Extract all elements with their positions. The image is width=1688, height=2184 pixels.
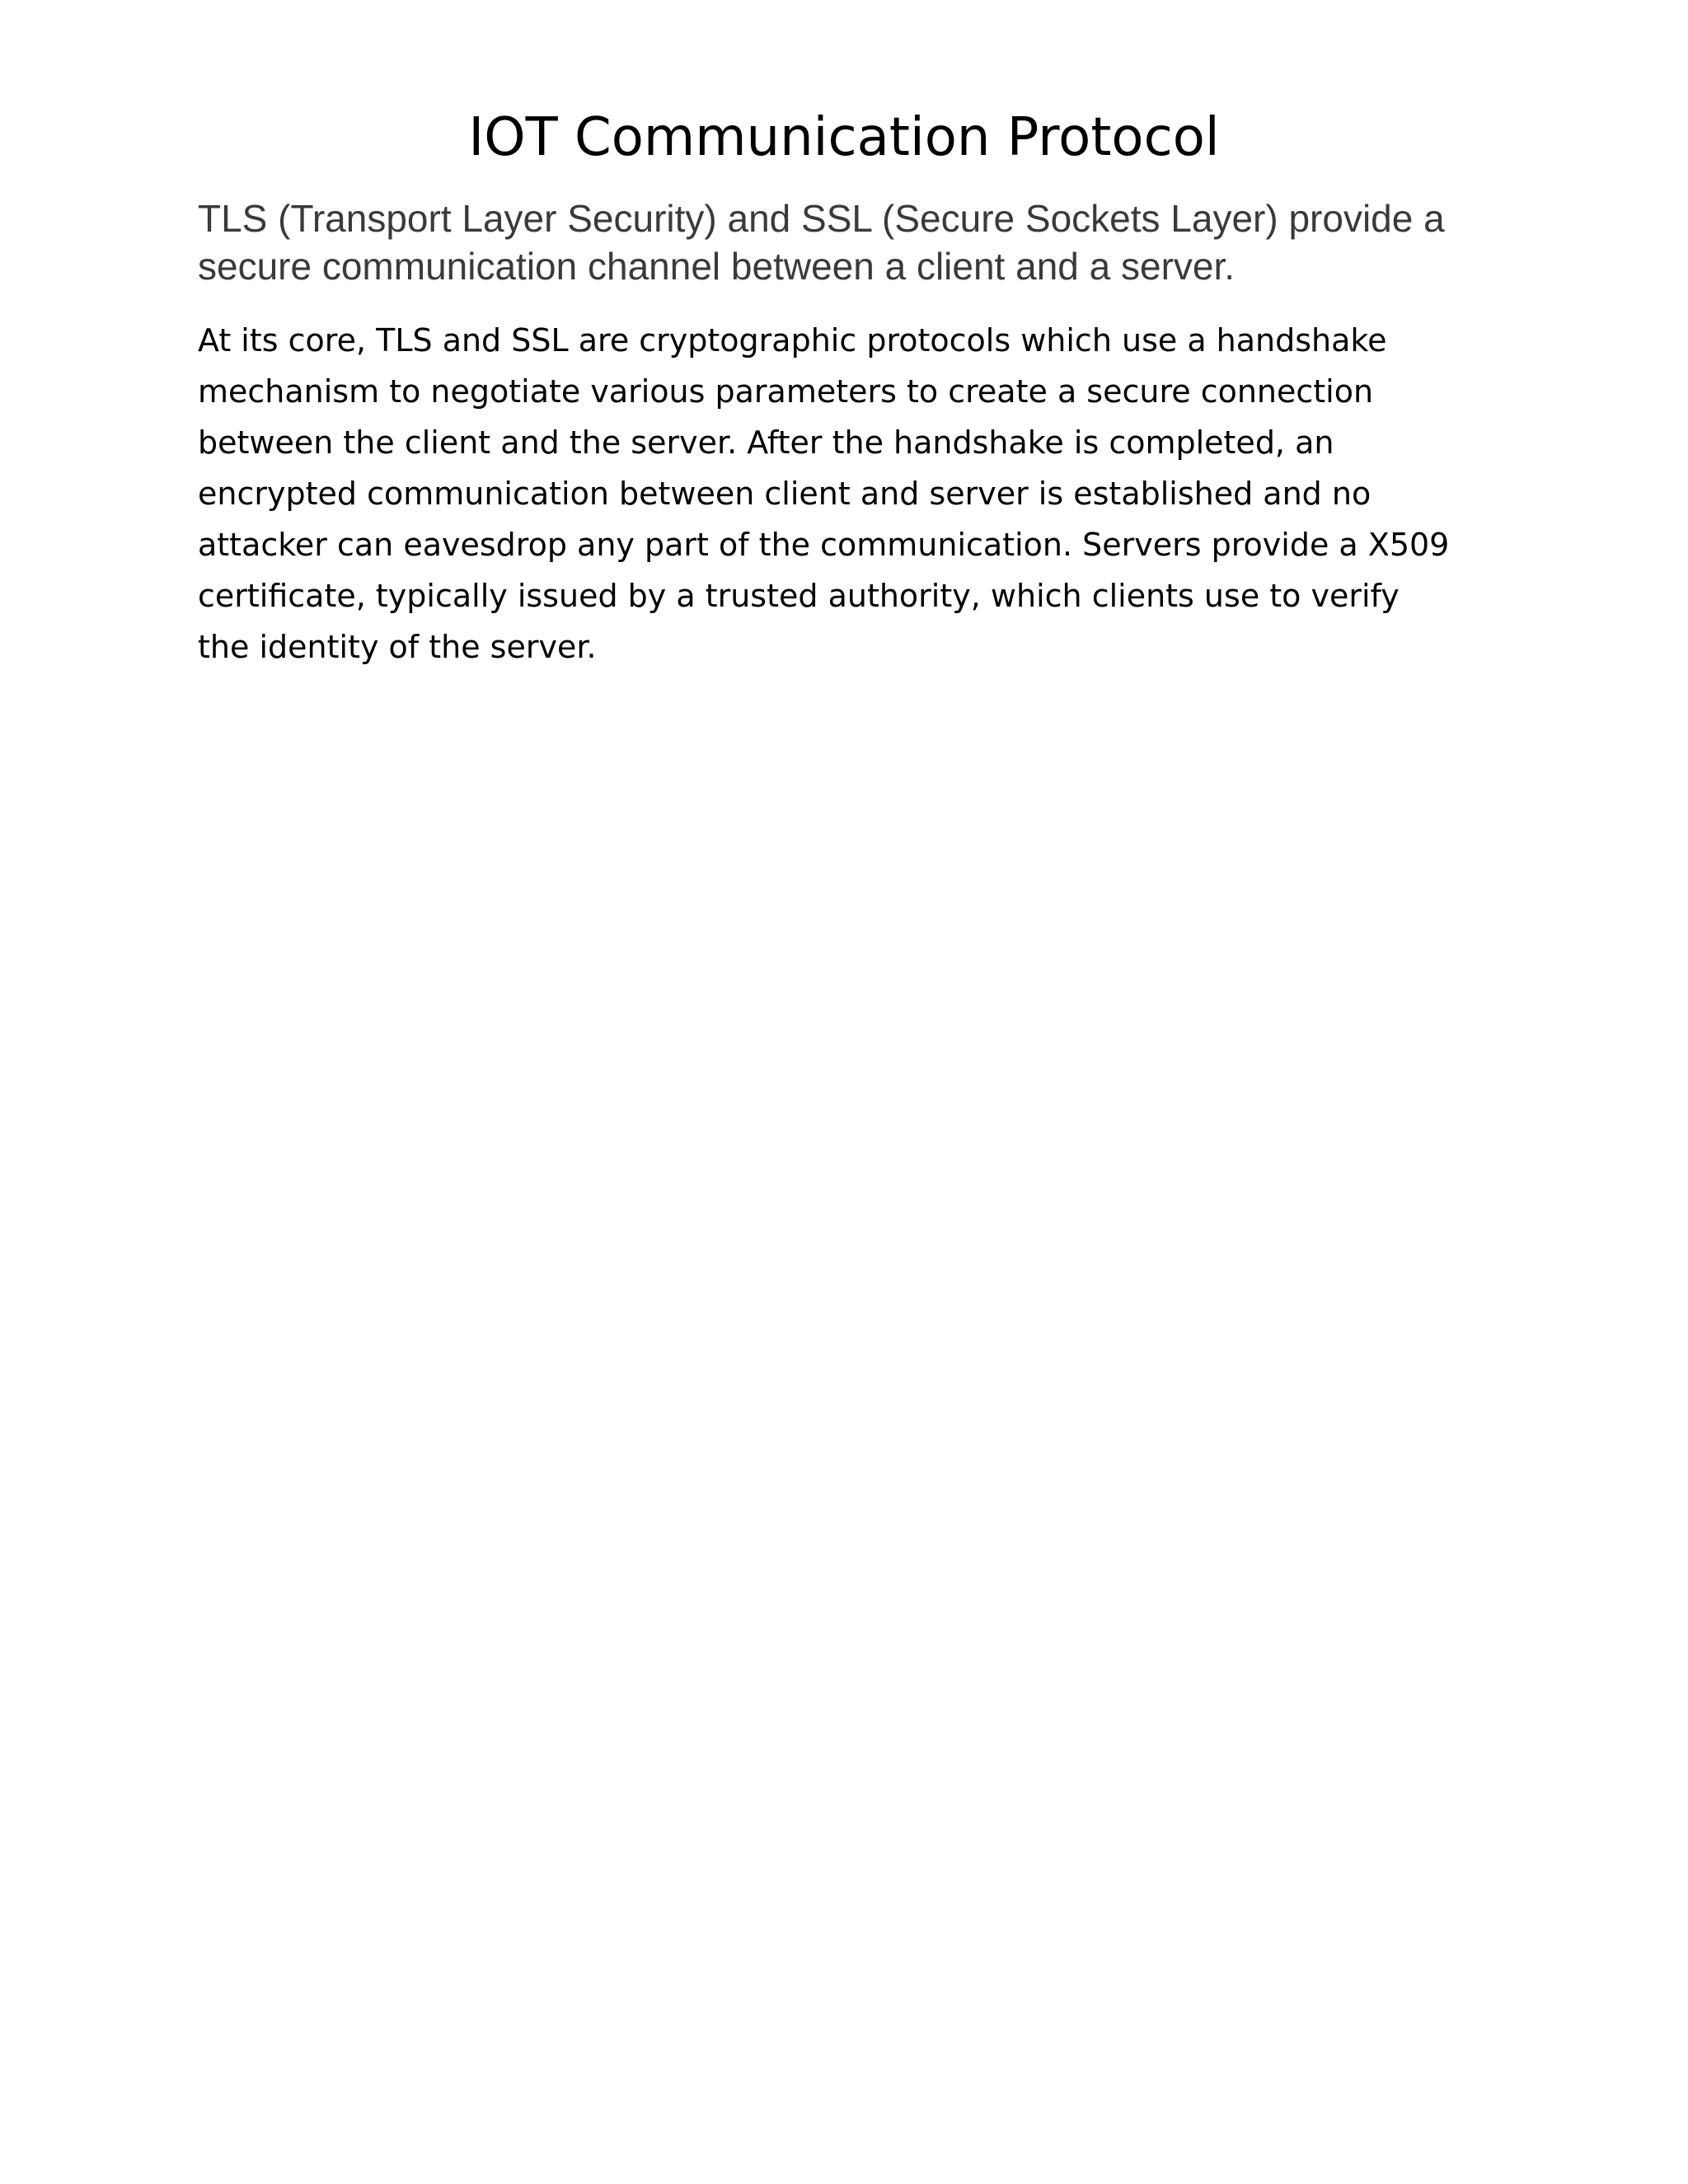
body-paragraph: At its core, TLS and SSL are cryptographic protocols which use a handshake mechanism to negotiate various parameters to create a secure connection between the client and the server. After the handshake is completed, an encrypted communication between client and server is established and no attacker can eavesdrop any part of the communication. Servers provide a X509 certificate, typically issued by a trusted authority, which clients use to verify the identity of the server.: [198, 322, 1450, 665]
page-title: IOT Communication Protocol: [468, 107, 1220, 168]
subtitle-paragraph: TLS (Transport Layer Security) and SSL (Secure Sockets Layer) provide a secure communication channel between a client and a server.: [198, 197, 1445, 288]
